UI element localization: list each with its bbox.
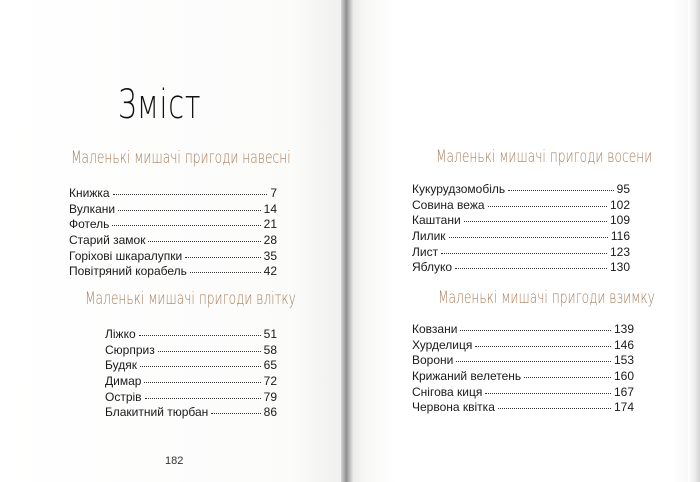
toc-entry-page: 167 [613,384,634,399]
dot-leader [140,365,261,367]
dot-leader [455,267,607,269]
toc-entry-title: Будяк [105,358,137,373]
toc-entry-page: 86 [263,405,277,420]
toc-list-summer [105,327,277,421]
toc-entry[interactable] [69,186,277,202]
toc-entry-page: 174 [613,400,634,415]
dot-leader [185,256,260,258]
section-heading-spring: Маленькі мишачі пригоди навесні [71,148,291,168]
toc-entry-title: Старий замок [69,233,146,248]
toc-entry-page: 116 [610,229,630,244]
toc-list-autumn [412,182,630,276]
contents-title: Зміст [118,82,202,128]
toc-entry[interactable] [412,198,630,214]
dot-leader [145,397,261,399]
toc-entry-page: 153 [613,353,634,368]
toc-entry[interactable] [105,374,277,390]
dot-leader [139,334,261,336]
toc-entry-title: Червона квітка [412,400,495,415]
toc-entry-title: Фотель [69,217,110,232]
toc-list-spring [69,186,277,280]
toc-entry-title: Острів [105,389,142,404]
dot-leader [211,412,260,414]
dot-leader [118,209,261,211]
toc-entry-title: Снігова киця [412,384,483,399]
toc-entry[interactable] [105,390,277,406]
dot-leader [190,271,261,273]
toc-entry-title: Повітряний корабель [69,264,187,279]
toc-entry-page: 72 [263,374,277,389]
toc-entry-page: 51 [263,327,277,341]
dot-leader [456,360,611,362]
toc-entry[interactable] [412,369,634,385]
dot-leader [148,240,260,242]
dot-leader [144,381,260,383]
page-number: 182 [165,455,184,467]
toc-entry[interactable] [412,260,630,276]
toc-entry-title: Блакитний тюрбан [105,405,209,420]
toc-entry[interactable] [105,343,277,359]
toc-entry[interactable] [105,405,277,421]
dot-leader [112,224,260,226]
dot-leader [485,392,611,394]
toc-entry-page: 79 [263,389,277,404]
toc-entry[interactable] [412,245,630,261]
toc-entry-title: Каштани [412,213,461,228]
dot-leader [158,350,261,352]
toc-entry-page: 130 [609,260,630,275]
dot-leader [441,252,607,254]
toc-entry-title: Совина вежа [412,197,485,212]
toc-entry-page: 123 [609,244,630,259]
toc-entry-title: Ворони [412,353,454,368]
toc-entry-page: 95 [616,182,630,196]
toc-entry-page: 160 [613,369,634,384]
toc-entry-page: 14 [263,201,277,216]
toc-entry[interactable] [412,229,630,245]
toc-entry[interactable] [412,182,630,198]
toc-entry[interactable] [105,358,277,374]
toc-entry-page: 65 [263,358,277,373]
dot-leader [488,205,607,207]
toc-entry-page: 28 [263,233,277,248]
toc-entry-title: Лилик [412,229,446,244]
dot-leader [460,329,611,331]
dot-leader [113,193,268,195]
page-edge-shadow [688,0,700,482]
toc-entry[interactable] [412,338,634,354]
toc-entry-page: 7 [270,186,277,200]
toc-entry-page: 102 [609,197,630,212]
dot-leader [475,345,611,347]
toc-entry-title: Книжка [69,186,110,200]
toc-entry-page: 146 [613,337,634,352]
toc-entry-page: 35 [263,248,277,263]
dot-leader [449,236,608,238]
toc-entry[interactable] [412,213,630,229]
toc-entry-title: Крижаний велетень [412,369,522,384]
toc-entry-title: Хурделиця [412,337,473,352]
book-gutter [341,0,353,482]
toc-entry[interactable] [412,400,634,416]
toc-entry[interactable] [412,385,634,401]
toc-entry-title: Димар [105,374,142,389]
section-heading-summer: Маленькі мишачі пригоди влітку [85,289,296,309]
dot-leader [508,189,614,191]
toc-entry-page: 21 [263,217,277,232]
toc-entry[interactable] [69,264,277,280]
toc-entry-title: Лист [412,244,439,259]
dot-leader [464,220,607,222]
toc-entry-page: 109 [609,213,630,228]
toc-entry[interactable] [69,202,277,218]
toc-entry-title: Вулкани [69,201,116,216]
toc-entry[interactable] [69,233,277,249]
section-heading-winter: Маленькі мишачі пригоди взимку [438,288,655,308]
toc-entry-title: Кукурудзомобіль [412,182,506,196]
toc-entry[interactable] [69,217,277,233]
toc-entry-title: Ліжко [105,327,136,341]
toc-entry-page: 42 [263,264,277,279]
toc-entry[interactable] [412,322,634,338]
toc-entry-title: Яблуко [412,260,453,275]
section-heading-autumn: Маленькі мишачі пригоди восени [436,147,653,167]
toc-entry[interactable] [412,353,634,369]
toc-entry[interactable] [69,249,277,265]
toc-entry-title: Горіхові шкаралупки [69,248,183,263]
toc-entry-title: Ковзани [412,322,458,336]
toc-entry-page: 139 [613,322,634,336]
toc-entry[interactable] [105,327,277,343]
dot-leader [498,407,611,409]
toc-entry-page: 58 [263,342,277,357]
toc-entry-title: Сюрприз [105,342,155,357]
dot-leader [524,376,611,378]
toc-list-winter [412,322,634,416]
